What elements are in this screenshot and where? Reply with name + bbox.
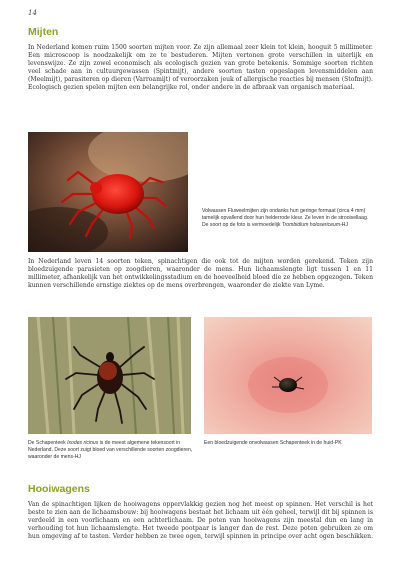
hooiwagens-paragraph: Van de spinachtigen lijken de hooiwagens oppervlakkig gezien nog het meest op spinnen. Het verschil is het beste te zien aan de lichaamsbouw: bij hooiwagens bestaat het lichaam uit één geheel, terwijl dit bij spinnen is verdeeld in een voorlichaam en een achterlichaam. De poten van hooiwagens zijn meestal dun en lang in verhouding tot hun lichaamslengte. Het tweede pootpaar is langer dan de rest. Deze poten gebruiken ze om hun omgeving af te tasten. Verder hebben ze twee ogen, terwijl spinnen in principe over acht ogen beschikken. bbox=[28, 501, 374, 541]
section-title-mijten: Mijten bbox=[28, 26, 59, 38]
sheep-tick-caption: De Schapenteek Ixodes ricinus is de meest algemene tekensoort in Nederland. Deze soort zuigt bloed van verschillende soorten zoogdieren, waaronder de mens-HJ bbox=[28, 440, 193, 461]
mijten-paragraph: In Nederland komen ruim 1500 soorten mijten voor. Ze zijn allemaal zeer klein tot klein, hooguit 5 millimeter. Een microscoop is noodzakelijk om ze te bestuderen. Mijten vertonen grote verschillen in uiterlijk en levenswijze. Ze zijn zowel economisch als ecologisch gezien van grote betekenis. Sommige soorten richten veel schade aan in cultuurgewassen (Spintmijt), andere soorten tasten opgeslagen levensmiddelen aan (Meelmijt), parasiteren op dieren (Varroamijt) of veroorzaken jeuk of allergische reacties bij mensen (Stofmijt). Ecologisch gezien spelen mijten een belangrijke rol, onder andere in de afbraak van organisch materiaal. bbox=[28, 44, 373, 92]
sheep-tick-species: Ixodes ricinus bbox=[67, 440, 99, 446]
velvet-mite-photo bbox=[28, 132, 188, 252]
velvet-mite-species: Trombidium holosericeum bbox=[281, 222, 341, 229]
tick-in-skin-photo bbox=[204, 317, 372, 434]
tick-in-skin-caption: Een bloedzuigende onvolwassen Schapenteek in de huid-PK bbox=[204, 440, 342, 446]
teken-paragraph: In Nederland leven 14 soorten teken, spinachtigen die ook tot de mijten worden gerekend. Teken zijn bloedzuigende parasieten op zoogdieren, waaronder de mens. Hun lichaamslengte ligt tussen 1 en 11 millimeter, afhankelijk van het ontwikkelingsstadium en de hoeveelheid bloed die ze hebben opgezogen. Teken kunnen verschillende ernstige ziektes op de mens overbrengen, waaronder de ziekte van Lyme. bbox=[28, 258, 373, 290]
velvet-mite-caption: Volwassen Fluweelmijten zijn ondanks hun geringe formaat (circa 4 mm) tamelijk opvallend door hun helderrode kleur. Ze leven in de strooisellaag. De soort op de foto is vermoedelijk Trombidium holosericeum-HJ bbox=[202, 208, 369, 229]
sheep-tick-photo bbox=[28, 317, 191, 434]
section-title-hooiwagens: Hooiwagens bbox=[28, 483, 90, 495]
page-number: 14 bbox=[28, 9, 37, 17]
